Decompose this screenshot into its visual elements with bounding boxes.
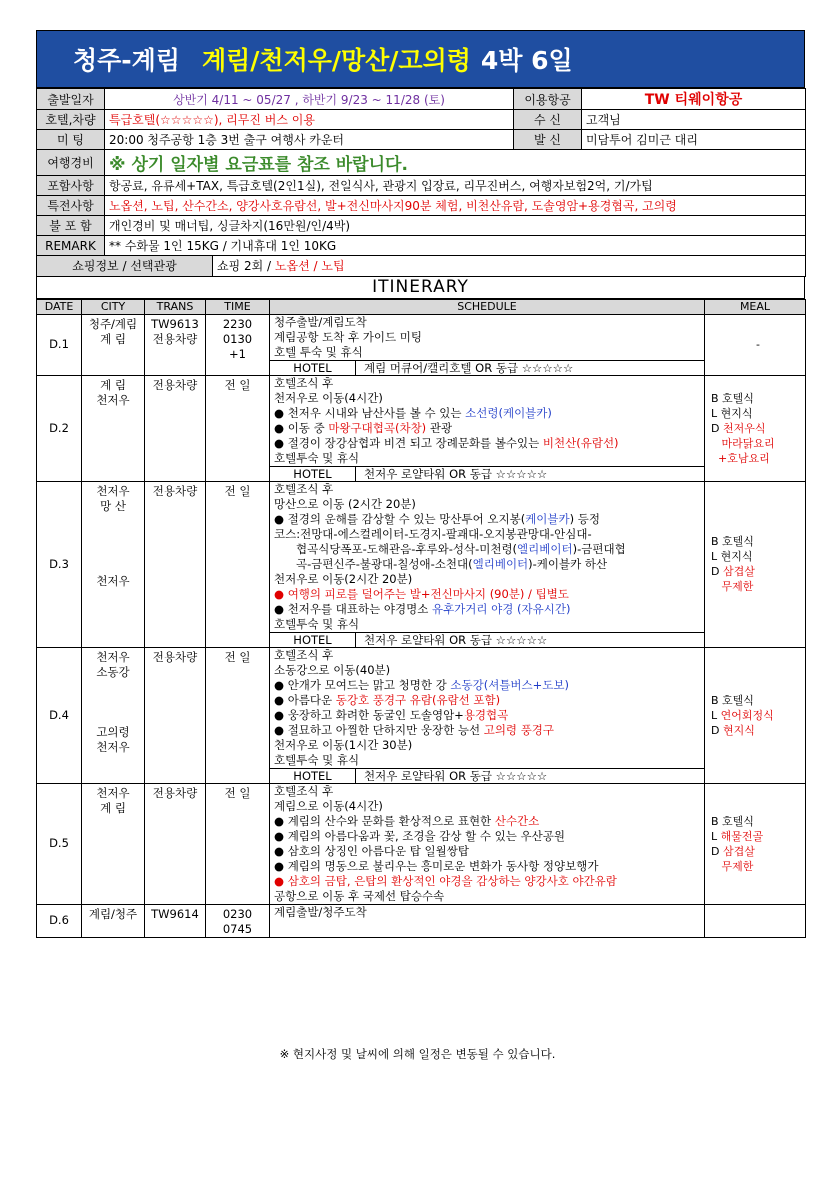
schedule-text: 호텔 투숙 및 휴식: [274, 344, 363, 359]
city-line: 계 림: [100, 331, 126, 346]
schedule-text: )-금편대협: [572, 541, 626, 556]
schedule-line: [270, 905, 704, 920]
schedule-line: [270, 829, 704, 844]
day-meal: [705, 314, 806, 375]
schedule-line: [270, 693, 704, 708]
time-line: 전 일: [224, 377, 251, 392]
meal-line: [711, 814, 805, 829]
schedule-line: [270, 814, 704, 829]
city-line: 천저우: [96, 483, 130, 498]
schedule-line: [270, 753, 704, 768]
schedule-line: [270, 602, 704, 617]
schedule-text: 계림으로 이동(4시간): [274, 798, 383, 813]
transport-line: 전용차량: [152, 483, 198, 498]
time-line: 2230: [222, 316, 253, 331]
city-line: 청주/계림: [88, 316, 138, 331]
city-line: 천저우: [96, 739, 130, 754]
day-meal: [705, 481, 806, 647]
schedule-text: ● 계림의 명동으로 불리우는 흥미로운 변화가 동사항 정양보행가: [274, 858, 599, 873]
schedule-line: [270, 859, 704, 874]
day-meal: [705, 904, 806, 937]
schedule-text: 호텔조식 후: [274, 783, 334, 798]
schedule-text: 호텔투숙 및 휴식: [274, 450, 360, 465]
special-label: 특전사항: [37, 196, 105, 216]
shopping-value: [213, 256, 806, 276]
time-line: 0230: [222, 906, 253, 921]
schedule-line: [270, 436, 704, 451]
remark-value: ** 수화물 1인 15KG / 기내휴대 1인 10KG: [105, 236, 806, 256]
schedule-line: [270, 874, 704, 889]
meal-text: D: [711, 844, 723, 858]
time-line: 0745: [222, 921, 253, 936]
city-line: 천저우: [96, 392, 130, 407]
day-label: D.1: [37, 314, 82, 375]
itinerary-row-d1: [37, 314, 806, 375]
schedule-text: 망산으로 이동 (2시간 20분): [274, 496, 416, 511]
meal-text: B 호텔식: [711, 535, 754, 548]
day-city: [82, 783, 145, 904]
time-line: 0130: [222, 331, 253, 346]
city-line: [82, 514, 144, 529]
schedule-text: ● 절경의 운해를 감상할 수 있는 망산투어 오지봉(: [274, 511, 526, 526]
hotel-row: [270, 768, 704, 783]
schedule-text: 소동강(셔틀버스+도보): [450, 677, 569, 692]
schedule-text: 소동강으로 이동(40분): [274, 662, 391, 677]
schedule-text: 천저우로 이동(1시간 30분): [274, 737, 413, 752]
meal-line: [711, 708, 805, 723]
hotel-name: 천저우 로얄타워 OR 동급 ☆☆☆☆☆: [364, 768, 548, 783]
meal-line: [711, 337, 805, 352]
schedule-text: ● 계림의 산수와 문화를 환상적으로 표현한: [274, 813, 495, 828]
meal-text: +호남요리: [711, 451, 770, 465]
hotel-vehicle-label: 호텔,차량: [37, 110, 105, 130]
transport-line: 전용차량: [152, 785, 198, 800]
schedule-line: [270, 557, 704, 572]
hotel-row: [270, 360, 704, 375]
schedule-line: [270, 421, 704, 436]
schedule-text: 마왕구대협곡(차창): [328, 420, 427, 435]
shopping-label: 쇼핑정보 / 선택관광: [37, 256, 213, 276]
schedule-line: [270, 376, 704, 391]
meal-text: D: [711, 565, 723, 578]
day-time: [206, 481, 270, 647]
schedule-line: [270, 315, 704, 330]
meal-text: L 현지식: [711, 550, 753, 563]
meal-line: [711, 534, 805, 549]
day-transport: [145, 783, 206, 904]
schedule-text: 산수간소: [494, 813, 540, 828]
city-line: 천저우: [96, 649, 130, 664]
schedule-line: [270, 391, 704, 406]
meal-text: 천저우식: [722, 421, 766, 435]
city-line: 계림/청주: [88, 906, 138, 921]
city-line: 망 산: [100, 498, 126, 513]
schedule-line: [270, 738, 704, 753]
city-line: 천저우: [96, 785, 130, 800]
meal-line: [711, 579, 805, 594]
schedule-line: [270, 542, 704, 557]
meal-text: 삼겹살: [722, 844, 755, 858]
city-line: 계 림: [100, 377, 126, 392]
schedule-text: ) 등정: [569, 511, 600, 526]
banner-route: 청주-계림: [73, 46, 180, 75]
schedule-text: 천저우로 이동(2시간 20분): [274, 571, 413, 586]
meal-line: [711, 549, 805, 564]
day-schedule: [270, 647, 705, 783]
schedule-text: 호텔조식 후: [274, 375, 334, 390]
meal-text: L 현지식: [711, 406, 753, 420]
header-trans: TRANS: [145, 299, 206, 314]
meeting-label: 미 팅: [37, 130, 105, 150]
schedule-line: [270, 889, 704, 904]
schedule-text: ● 이동 중: [274, 420, 329, 435]
schedule-text: 엘리베이터: [472, 556, 529, 571]
hotel-row: [270, 632, 704, 647]
schedule-text: 비천산(유람선): [542, 435, 619, 450]
cost-label: 여행경비: [37, 150, 105, 176]
schedule-text: 청주출발/계림도착: [274, 314, 367, 329]
meal-line: [711, 436, 805, 451]
schedule-text: ● 천저우 시내와 남산사를 볼 수 있는: [274, 405, 466, 420]
city-line: 고의령: [96, 724, 130, 739]
city-line: [82, 710, 144, 725]
time-line: 전 일: [224, 649, 251, 664]
day-schedule: [270, 375, 705, 481]
meal-text: 무제한: [711, 580, 754, 593]
meal-line: [711, 391, 805, 406]
schedule-line: [270, 512, 704, 527]
meal-line: [711, 859, 805, 874]
hotel-label: HOTEL: [270, 633, 356, 647]
day-meal: [705, 647, 806, 783]
day-meal: [705, 375, 806, 481]
sender-value: 미담투어 김미근 대리: [582, 130, 806, 150]
day-label: D.6: [37, 904, 82, 937]
transport-line: 전용차량: [152, 377, 198, 392]
day-time: [206, 904, 270, 937]
excluded-value: 개인경비 및 매너팁, 싱글차지(16만원/인/4박): [105, 216, 806, 236]
day-transport: [145, 647, 206, 783]
day-time: [206, 375, 270, 481]
transport-line: 전용차량: [152, 331, 198, 346]
day-transport: [145, 375, 206, 481]
header-date: DATE: [37, 299, 82, 314]
day-city: [82, 375, 145, 481]
meal-text: 해물전골: [720, 829, 764, 843]
hotel-name: 계림 머큐어/캘리호텔 OR 동급 ☆☆☆☆☆: [364, 360, 574, 375]
schedule-text: 계림출발/청주도착: [274, 904, 367, 919]
hotel-vehicle-value: 특급호텔(☆☆☆☆☆), 리무진 버스 이용: [105, 110, 514, 130]
city-line: 소동강: [96, 664, 130, 679]
day-transport: [145, 481, 206, 647]
schedule-text: 용경협곡: [463, 707, 509, 722]
schedule-text: 엘리베이터: [517, 541, 573, 556]
airline-label: 이용항공: [514, 89, 582, 110]
day-meal: [705, 783, 806, 904]
city-line: [82, 529, 144, 544]
day-city: [82, 647, 145, 783]
departure-label: 출발일자: [37, 89, 105, 110]
meal-line: [711, 451, 805, 466]
day-transport: [145, 314, 206, 375]
schedule-text: 소선령(케이블카): [465, 405, 552, 420]
transport-line: TW9613: [151, 316, 199, 331]
city-line: [82, 559, 144, 574]
header-time: TIME: [206, 299, 270, 314]
itinerary-body: [37, 314, 806, 937]
itinerary-row-d6: [37, 904, 806, 937]
schedule-text: ● 안개가 모여드는 맑고 청명한 강: [274, 677, 451, 692]
meal-text: 무제한: [711, 859, 754, 873]
schedule-text: ● 절묘하고 아찔한 단하지만 웅장한 능선: [274, 722, 484, 737]
meeting-value: 20:00 청주공항 1층 3번 출구 여행사 카운터: [105, 130, 514, 150]
day-city: [82, 481, 145, 647]
meal-text: 삼겹살: [722, 565, 755, 578]
meal-line: [711, 406, 805, 421]
header-schedule: SCHEDULE: [270, 299, 705, 314]
meal-text: L: [711, 829, 721, 843]
schedule-line: [270, 844, 704, 859]
time-line: 전 일: [224, 483, 251, 498]
schedule-text: 공항으로 이동 후 국제선 탑승수속: [274, 888, 445, 903]
schedule-line: [270, 799, 704, 814]
recipient-label: 수 신: [514, 110, 582, 130]
time-line: 전 일: [224, 785, 251, 800]
schedule-line: [270, 482, 704, 497]
airline-value: TW 티웨이항공: [582, 89, 806, 110]
itinerary-row-d5: [37, 783, 806, 904]
itinerary-sheet: [36, 30, 805, 938]
hotel-row: [270, 466, 704, 481]
time-line: +1: [229, 346, 246, 361]
itinerary-row-d2: [37, 375, 806, 481]
schedule-text: 호텔조식 후: [274, 481, 334, 496]
schedule-line: [270, 784, 704, 799]
day-time: [206, 314, 270, 375]
city-line: [82, 544, 144, 559]
included-label: 포함사항: [37, 176, 105, 196]
schedule-text: 유후가거리 야경 (자유시간): [431, 601, 571, 616]
cost-value: ※ 상기 일자별 요금표를 참조 바랍니다.: [105, 150, 806, 176]
header-meal: MEAL: [705, 299, 806, 314]
shopping-info-table: [36, 256, 806, 277]
schedule-text: 동강호 풍경구 유람(유람선 포함): [335, 692, 501, 707]
day-city: [82, 904, 145, 937]
trip-info-table: [36, 88, 806, 256]
transport-line: TW9614: [151, 906, 199, 921]
itinerary-table: [36, 299, 806, 938]
meal-line: [711, 564, 805, 579]
meal-line: [711, 723, 805, 738]
schedule-text: ● 천저우를 대표하는 야경명소: [274, 601, 432, 616]
day-time: [206, 647, 270, 783]
schedule-line: [270, 708, 704, 723]
meal-text: D: [711, 421, 723, 435]
schedule-text: 고의령 풍경구: [483, 722, 555, 737]
transport-line: 전용차량: [152, 649, 198, 664]
day-label: D.5: [37, 783, 82, 904]
schedule-text: ● 절경이 장강삼협과 비견 되고 장례문화를 볼수있는: [274, 435, 543, 450]
title-banner: [36, 30, 805, 88]
schedule-text: ● 웅장하고 화려한 동굴인 도솔영암+: [274, 707, 464, 722]
day-city: [82, 314, 145, 375]
banner-destinations: 계림/천저우/망산/고의령: [201, 46, 471, 75]
schedule-line: [270, 451, 704, 466]
hotel-label: HOTEL: [270, 769, 356, 783]
schedule-text: ● 삼호의 금탑, 은탑의 환상적인 야경을 감상하는 양강사호 야간유람: [274, 873, 617, 888]
schedule-text: 코스:전망대-에스컬레이터-도경지-팔괘대-오지봉관망대-안심대-: [274, 526, 592, 541]
day-time: [206, 783, 270, 904]
schedule-line: [270, 723, 704, 738]
schedule-text: 관광: [426, 420, 453, 435]
schedule-text: 호텔조식 후: [274, 647, 334, 662]
itinerary-row-d4: [37, 647, 806, 783]
schedule-text: 호텔투숙 및 휴식: [274, 752, 360, 767]
day-schedule: [270, 783, 705, 904]
sender-label: 발 신: [514, 130, 582, 150]
schedule-text: ● 삼호의 상징인 아름다운 탑 일월쌍탑: [274, 843, 469, 858]
remark-label: REMARK: [37, 236, 105, 256]
meal-line: [711, 829, 805, 844]
schedule-text: 곡-금편신주-불광대-칠성애-소천대(: [296, 556, 473, 571]
departure-value: 상반기 4/11 ~ 05/27 , 하반기 9/23 ~ 11/28 (토): [105, 89, 514, 110]
schedule-text: 호텔투숙 및 휴식: [274, 616, 360, 631]
hotel-name: 천저우 로얄타워 OR 동급 ☆☆☆☆☆: [364, 632, 548, 647]
meal-text: 연어회정식: [720, 708, 774, 722]
meal-text: B 호텔식: [711, 693, 754, 707]
hotel-name: 천저우 로얄타워 OR 동급 ☆☆☆☆☆: [364, 466, 548, 481]
city-line: [82, 680, 144, 695]
header-city: CITY: [82, 299, 145, 314]
schedule-line: [270, 648, 704, 663]
schedule-text: ● 여행의 피로를 덜어주는 발+전신마사지 (90분) / 팁별도: [274, 586, 569, 601]
meal-text: B 호텔식: [711, 814, 754, 828]
schedule-text: 계림공항 도착 후 가이드 미팅: [274, 329, 422, 344]
schedule-text: )-케이블카 하산: [528, 556, 608, 571]
shopping-options: 노옵션 / 노팁: [274, 259, 345, 274]
excluded-label: 불 포 함: [37, 216, 105, 236]
city-line: 천저우: [96, 573, 130, 588]
meal-line: [711, 421, 805, 436]
schedule-line: [270, 330, 704, 345]
day-schedule: [270, 904, 705, 937]
schedule-line: [270, 663, 704, 678]
day-schedule: [270, 314, 705, 375]
special-value: 노옵션, 노팁, 산수간소, 양강사호유람선, 발+전신마사지90분 체험, 비천산유람, 도솔영암+용경협곡, 고의령: [105, 196, 806, 216]
meal-line: [711, 844, 805, 859]
hotel-label: HOTEL: [270, 467, 356, 481]
recipient-value: 고객님: [582, 110, 806, 130]
day-schedule: [270, 481, 705, 647]
day-transport: [145, 904, 206, 937]
itinerary-row-d3: [37, 481, 806, 647]
included-value: 항공료, 유류세+TAX, 특급호텔(2인1실), 전일식사, 관광지 입장료, 리무진버스, 여행자보험2억, 기/가팁: [105, 176, 806, 196]
hotel-label: HOTEL: [270, 361, 356, 375]
schedule-line: [270, 345, 704, 360]
schedule-line: [270, 678, 704, 693]
meal-line: [711, 693, 805, 708]
city-line: [82, 695, 144, 710]
schedule-text: ● 아름다운: [274, 692, 336, 707]
schedule-line: [270, 572, 704, 587]
schedule-line: [270, 617, 704, 632]
meal-text: -: [756, 338, 760, 351]
schedule-text: 협곡식당폭포-도해관음-후루와-성삭-미천령(: [296, 541, 518, 556]
city-line: 계 림: [100, 800, 126, 815]
meal-text: 마라닭요리: [711, 436, 775, 450]
schedule-text: ● 계림의 아름다움과 꽃, 조경을 감상 할 수 있는 우산공원: [274, 828, 565, 843]
schedule-line: [270, 587, 704, 602]
meal-text: D: [711, 723, 723, 737]
shopping-count: 쇼핑 2회 /: [217, 259, 275, 274]
schedule-line: [270, 497, 704, 512]
meal-text: B 호텔식: [711, 391, 754, 405]
day-label: D.4: [37, 647, 82, 783]
meal-text: L: [711, 708, 721, 722]
itinerary-heading: ITINERARY: [36, 277, 805, 299]
schedule-line: [270, 527, 704, 542]
day-label: D.2: [37, 375, 82, 481]
day-label: D.3: [37, 481, 82, 647]
schedule-line: [270, 406, 704, 421]
banner-duration: 4박 6일: [480, 46, 573, 75]
schedule-text: 천저우로 이동(4시간): [274, 390, 383, 405]
footnote: ※ 현지사정 및 날씨에 의해 일정은 변동될 수 있습니다.: [279, 1047, 556, 1061]
meal-text: 현지식: [722, 723, 755, 737]
schedule-text: 케이블카: [525, 511, 570, 526]
